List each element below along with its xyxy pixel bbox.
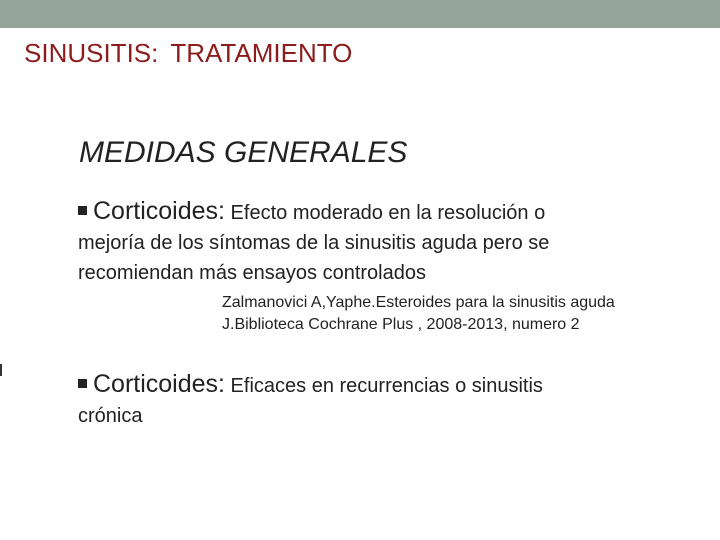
- bullet-1-text-line1: Efecto moderado en la resolución o: [225, 202, 546, 224]
- reference-citation: [222, 292, 615, 336]
- section-heading: MEDIDAS GENERALES: [79, 136, 408, 169]
- bullet-item-1: [78, 196, 688, 288]
- edge-mark: [0, 364, 2, 376]
- title-part-1: SINUSITIS:: [24, 38, 159, 68]
- bullet-2-keyword: Corticoides:: [93, 370, 225, 398]
- bullet-2-text-line2: crónica: [78, 405, 143, 427]
- square-bullet-icon: [78, 379, 87, 388]
- bullet-1-text-line2: mejoría de los síntomas de la sinusitis aguda pero se: [78, 232, 550, 254]
- reference-line-1: Zalmanovici A,Yaphe.Esteroides para la sinusitis aguda: [222, 294, 615, 311]
- bullet-2-text-line1: Eficaces en recurrencias o sinusitis: [225, 375, 543, 397]
- square-bullet-icon: [78, 206, 87, 215]
- bullet-item-2: [78, 369, 688, 431]
- top-bar: [0, 0, 720, 28]
- bullet-1-text-line3: recomiendan más ensayos controlados: [78, 262, 426, 284]
- slide-title: [24, 38, 352, 69]
- reference-line-2: J.Biblioteca Cochrane Plus , 2008-2013, numero 2: [222, 316, 580, 333]
- title-part-2: TRATAMIENTO: [170, 38, 353, 68]
- bullet-1-keyword: Corticoides:: [93, 197, 225, 225]
